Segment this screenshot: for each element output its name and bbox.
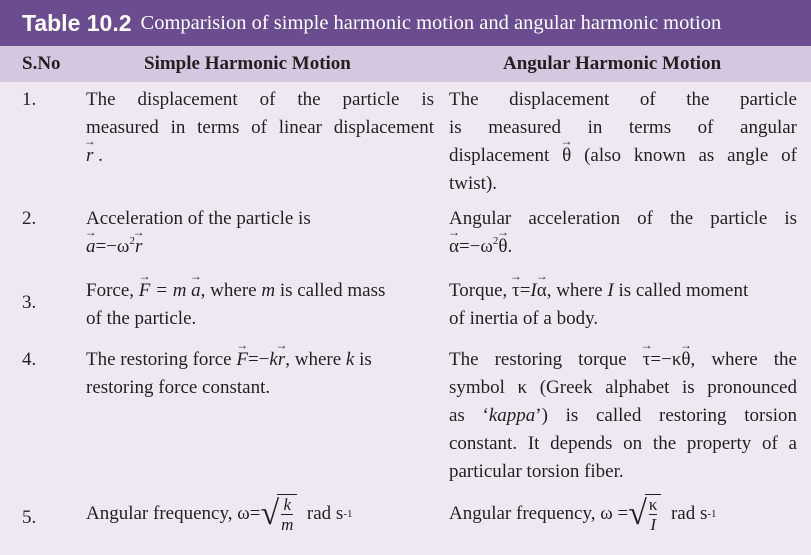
shm-cell: The displacement of the particle is measured in terms of linear displacement r → . — [86, 86, 434, 170]
table-title — [0, 0, 811, 46]
ahm-cell: The displacement of the particle is measured in terms of angular displacement θ → (also known as angle of twist). — [449, 86, 797, 198]
ahm-cell: Torque, τ →=Iα →, where I is called moment of inertia of a body. — [449, 277, 797, 333]
header-ahm: Angular Harmonic Motion — [503, 53, 722, 74]
shm-cell: Angular frequency, ω= √ $\frac{k}{m}$ rad s -1 — [86, 495, 353, 534]
ahm-cell: The restoring torque τ →=−κθ →, where the symbol κ (Greek alphabet is pronounced as ‘kappa’) is called restoring torsion constant. It depends on the property of a particular torsion fiber. — [449, 346, 797, 486]
row-number: 3. — [22, 292, 37, 313]
table-number: Table 10.2 — [22, 9, 132, 36]
shm-cell: The restoring force F →=−kr →, where k is restoring force constant. — [86, 346, 434, 402]
sqrt-k-over-m: √ $\frac{k}{m}$ — [260, 494, 297, 534]
table-header — [0, 46, 811, 82]
table-caption: Comparision of simple harmonic motion and angular harmonic motion — [140, 11, 722, 34]
shm-cell: Acceleration of the particle is $a \to=-\omega^2r$ → — [86, 205, 434, 261]
row-number: 4. — [22, 349, 37, 370]
ahm-cell: Angular acceleration of the particle is $\alpha \to=-\omega^2\theta$ →. — [449, 205, 797, 261]
header-shm: Simple Harmonic Motion — [144, 53, 351, 74]
row-number: 2. — [22, 208, 37, 229]
angle-vector: θ → — [562, 142, 571, 170]
row-number: 5. — [22, 507, 37, 528]
ahm-cell: Angular frequency, ω = √ $\frac{\kappa}{I}$ rad s -1 — [449, 495, 717, 534]
displacement-vector: r → — [86, 142, 93, 170]
shm-cell: Force, F → = m a →, where m is called mass of the particle. — [86, 277, 434, 333]
header-sno: S.No — [22, 53, 61, 74]
row-number: 1. — [22, 89, 37, 110]
sqrt-kappa-over-i: √ $\frac{\kappa}{I}$ — [628, 494, 661, 534]
